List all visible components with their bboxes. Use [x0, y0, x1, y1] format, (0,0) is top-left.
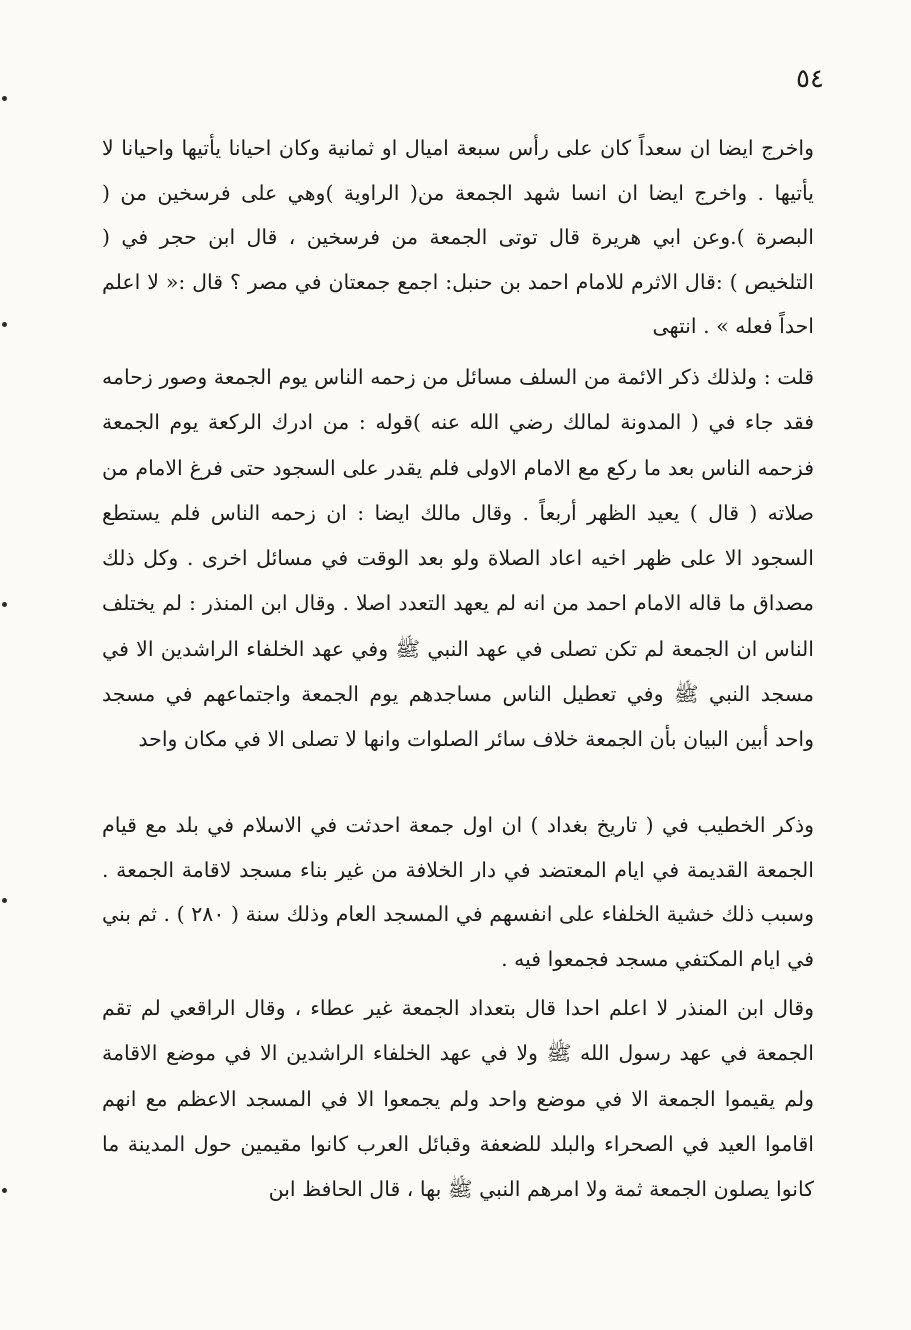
scan-mark: [2, 322, 7, 327]
paragraph-2: [102, 355, 814, 763]
paragraph-text: قلت : ولذلك ذكر الائمة من السلف مسائل من زحمه الناس يوم الجمعة وصور زحامه فقد جاء في ( المدونة لمالك رضي الله عنه )قوله : من ادرك الركعة يوم الجمعة فزحمه الناس بعد ما ركع مع الامام الاولى فلم يقدر على السجود حتى فرغ الامام من صلاته ( قال ) يعيد الظهر أربعاً . وقال مالك ايضا : ان زحمه الناس فلم يستطع السجود الا على ظهر اخيه اعاد الصلاة ولو بعد الوقت في مسائل اخرى . وكل ذلك مصداق ما قاله الامام احمد من انه لم يعهد التعدد اصلا . وقال ابن المنذر : لم يختلف الناس ان الجمعة لم تكن تصلى في عهد النبي ﷺ وفي عهد الخلفاء الراشدين الا في مسجد النبي ﷺ وفي تعطيل الناس مساجدهم يوم الجمعة واجتماعهم في مسجد واحد أبين البيان بأن الجمعة خلاف سائر الصلوات وانها لا تصلى الا في مكان واحد: [102, 365, 814, 752]
scan-mark: [2, 1188, 7, 1193]
paragraph-text: وقال ابن المنذر لا اعلم احدا قال بتعداد الجمعة غير عطاء ، وقال الراقعي لم تقم الجمعة في عهد رسول الله ﷺ ولا في عهد الخلفاء الراشدين الا في موضع الاقامة ولم يقيموا الجمعة الا في موضع واحد ولم يجمعوا الا في المسجد الاعظم مع انهم اقاموا العيد في الصحراء والبلد للضعفة وقبائل العرب كانوا مقيمين حول المدينة ما كانوا يصلون الجمعة ثمة ولا امرهم النبي ﷺ بها ، قال الحافظ ابن: [102, 996, 814, 1202]
page-number: ٥٤: [796, 64, 824, 94]
paragraph-1: [102, 126, 814, 349]
scan-mark: [2, 96, 7, 101]
scan-mark: [2, 602, 7, 607]
paragraph-3: [102, 803, 814, 981]
paragraph-4: [102, 986, 814, 1212]
paragraph-text: وذكر الخطيب في ( تاريخ بغداد ) ان اول جمعة احدثت في الاسلام في بلد مع قيام الجمعة القديمة في ايام المعتضد في دار الخلافة من غير بناء مسجد لاقامة الجمعة . وسبب ذلك خشية الخلفاء على انفسهم في المسجد العام وذلك سنة ( ٢٨٠ ) . ثم بني في ايام المكتفي مسجد فجمعوا فيه .: [102, 813, 814, 971]
scan-mark: [2, 898, 7, 903]
paragraph-text: واخرج ايضا ان سعداً كان على رأس سبعة اميال او ثمانية وكان احيانا يأتيها واحيانا لا يأتيها . واخرج ايضا ان انسا شهد الجمعة من( الراوية )وهي على فرسخين من ( البصرة ).وعن ابي هريرة قال توتى الجمعة من فرسخين ، قال ابن حجر في ( التلخيص ) :قال الاثرم للامام احمد بن حنبل: اجمع جمعتان في مصر ؟ قال :« لا اعلم احداً فعله » . انتهى: [102, 136, 814, 338]
